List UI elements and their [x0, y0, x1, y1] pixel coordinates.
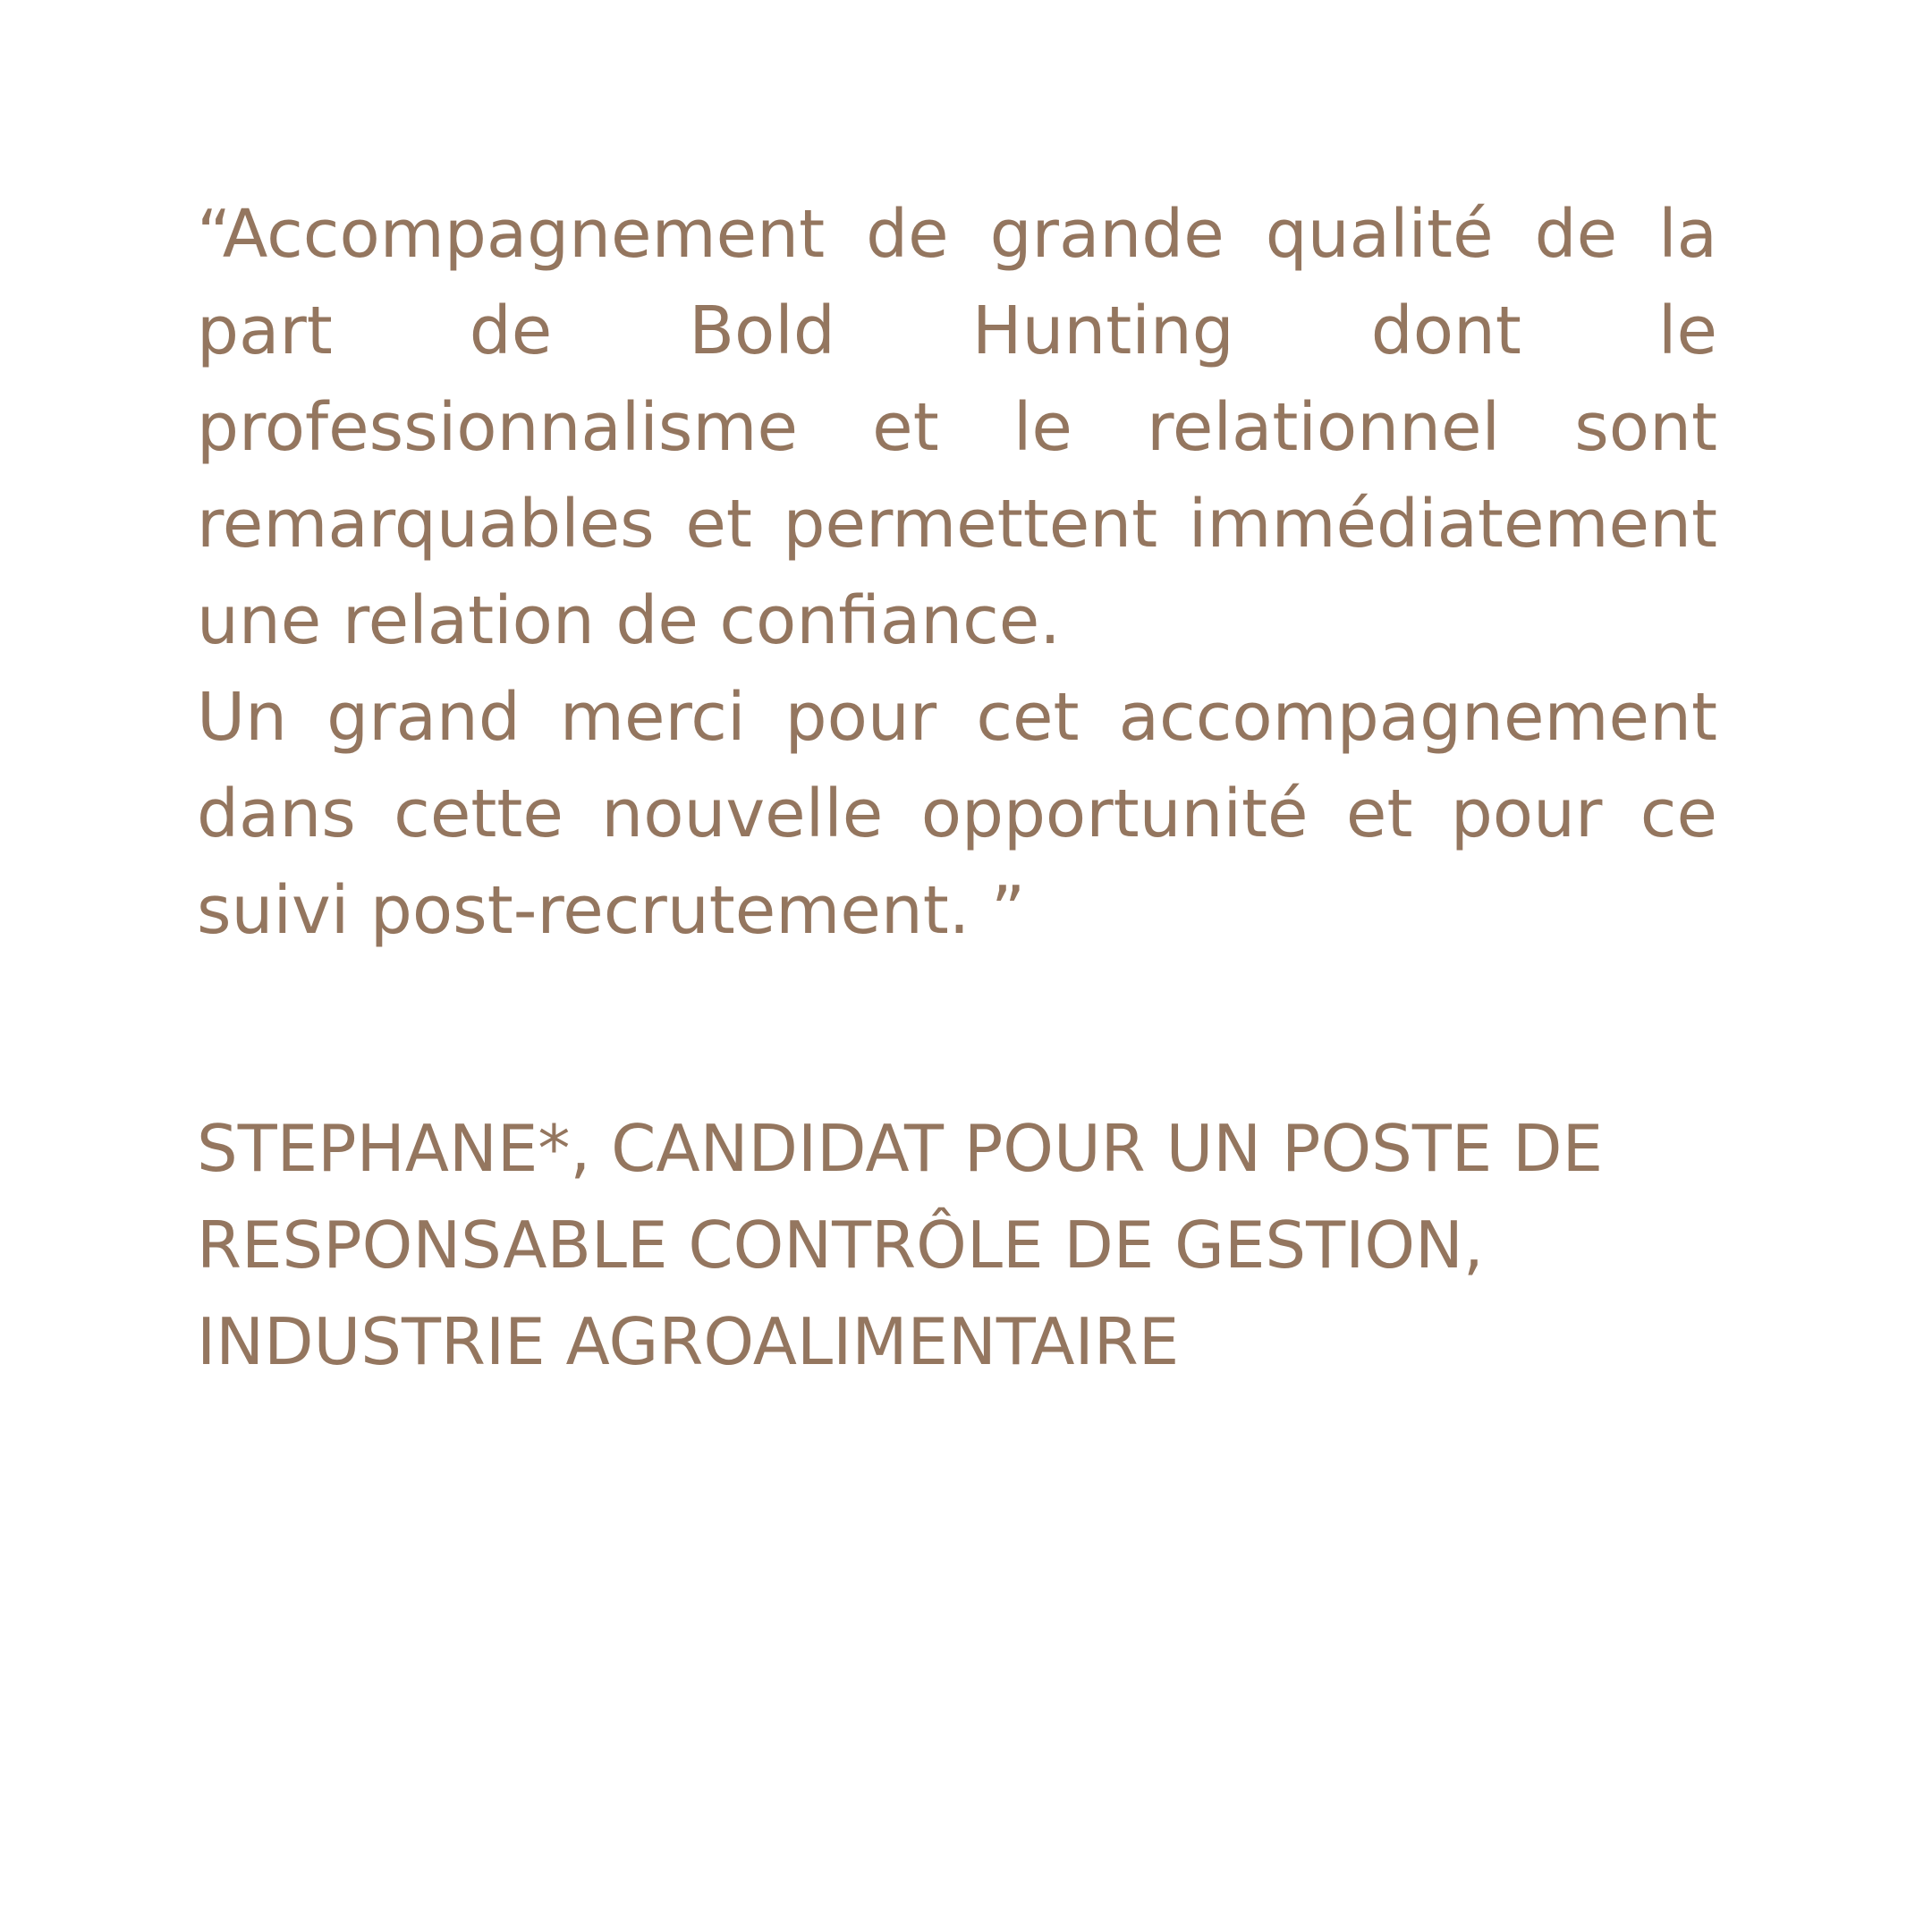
- testimonial-attribution: [197, 1100, 1735, 1390]
- quote-paragraph: “Accompagnement de grande qualité de la part de Bold Hunting dont le professionnalisme et le relationnel sont remarquables et permettent immédiatement une relation de confiance.: [197, 196, 1717, 659]
- quote-paragraph: Un grand merci pour cet accompagnement dans cette nouvelle opportunité et pour ce suivi post-recrutement. ”: [197, 679, 1717, 949]
- testimonial-quote: [197, 186, 1717, 959]
- attribution-line: RESPONSABLE CONTRÔLE DE GESTION,: [197, 1208, 1484, 1283]
- attribution-line: INDUSTRIE AGROALIMENTAIRE: [197, 1304, 1180, 1379]
- attribution-line: STEPHANE*, CANDIDAT POUR UN POSTE DE: [197, 1111, 1604, 1186]
